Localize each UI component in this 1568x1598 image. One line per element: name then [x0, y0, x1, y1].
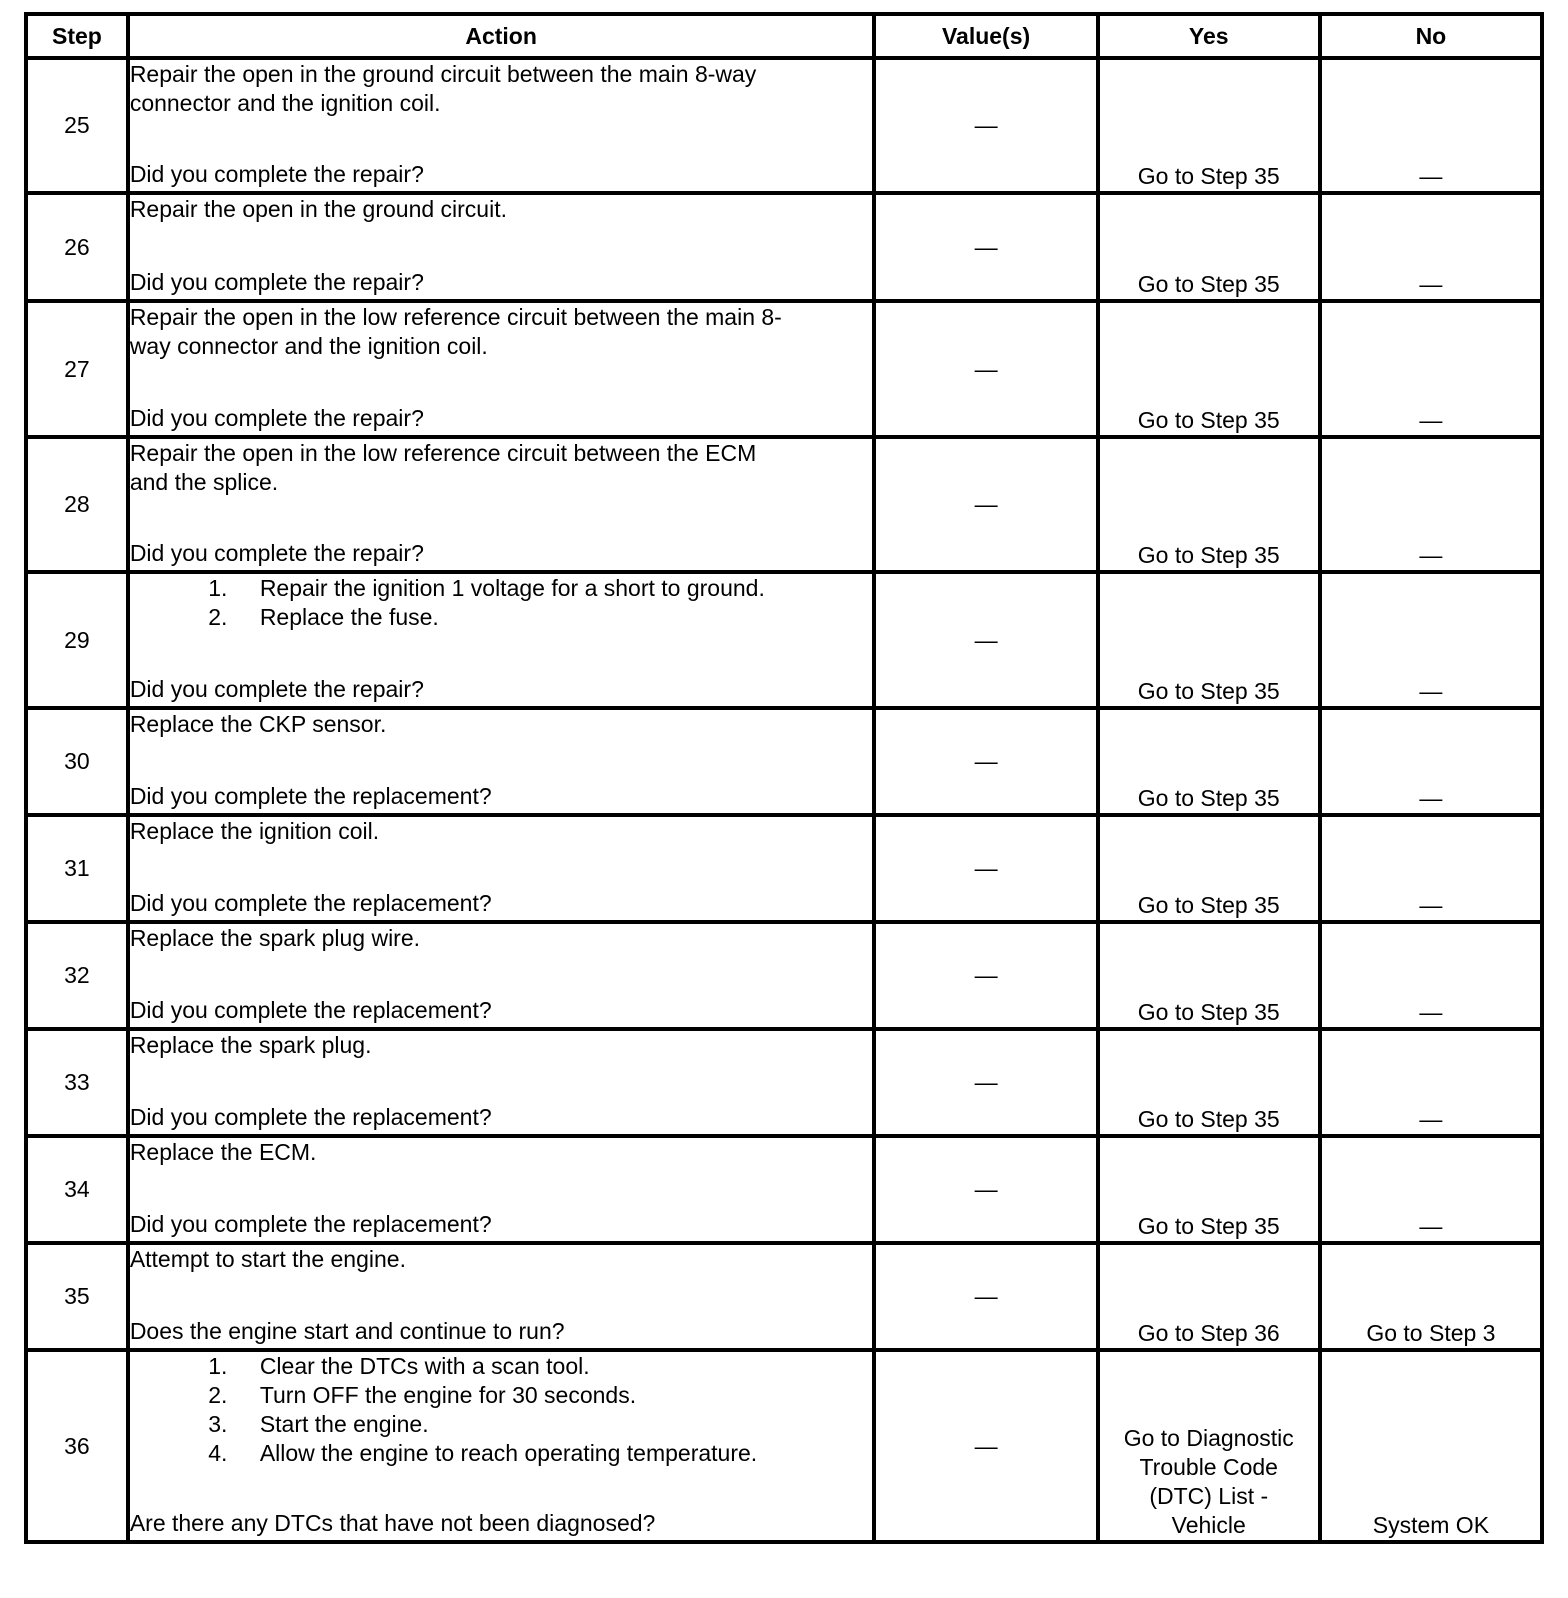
diagnostic-table [24, 12, 1544, 1544]
table-row [26, 708, 1542, 815]
header-no: No [1320, 14, 1542, 58]
action-cell [128, 1029, 875, 1136]
value-cell: — [874, 815, 1097, 922]
action-cell [128, 1350, 875, 1542]
action-cell [128, 58, 875, 193]
action-list-item: 3. Start the engine. [234, 1410, 873, 1439]
action-text: Repair the open in the ground circuit. [129, 196, 507, 222]
step-number: 35 [26, 1243, 128, 1350]
no-cell: — [1320, 1029, 1542, 1136]
yes-cell: Go to Step 36 [1098, 1243, 1320, 1350]
action-question: Did you complete the replacement? [129, 890, 492, 916]
action-question: Are there any DTCs that have not been diagnosed? [129, 1510, 656, 1536]
header-row [26, 14, 1542, 58]
action-cell [128, 193, 875, 301]
no-cell: — [1320, 922, 1542, 1029]
action-list-item: 2. Replace the fuse. [234, 603, 873, 632]
header-action: Action [128, 14, 875, 58]
header-step: Step [26, 14, 128, 58]
step-number: 30 [26, 708, 128, 815]
step-number: 31 [26, 815, 128, 922]
action-question: Did you complete the replacement? [129, 997, 492, 1023]
action-question: Did you complete the repair? [129, 540, 424, 566]
action-cell [128, 1243, 875, 1350]
action-list-item: 2. Turn OFF the engine for 30 seconds. [234, 1381, 873, 1410]
action-text: Attempt to start the engine. [129, 1246, 406, 1272]
action-cell [128, 922, 875, 1029]
yes-cell [1098, 1350, 1320, 1542]
action-question: Does the engine start and continue to run? [129, 1318, 565, 1344]
no-cell: — [1320, 437, 1542, 572]
action-text: Replace the spark plug. [129, 1032, 372, 1058]
yes-text: (DTC) List - [1149, 1483, 1269, 1509]
action-cell [128, 572, 875, 708]
yes-cell: Go to Step 35 [1098, 1029, 1320, 1136]
yes-cell: Go to Step 35 [1098, 1136, 1320, 1243]
action-cell [128, 708, 875, 815]
table-row [26, 1029, 1542, 1136]
action-question: Did you complete the replacement? [129, 1211, 492, 1237]
step-number: 29 [26, 572, 128, 708]
action-question: Did you complete the repair? [129, 405, 424, 431]
action-text: Replace the ignition coil. [129, 818, 380, 844]
step-number: 32 [26, 922, 128, 1029]
table-row [26, 1136, 1542, 1243]
yes-text: Go to Diagnostic [1123, 1425, 1294, 1451]
action-question: Did you complete the replacement? [129, 783, 492, 809]
action-question: Did you complete the repair? [129, 269, 424, 295]
yes-cell: Go to Step 35 [1098, 815, 1320, 922]
table-row [26, 301, 1542, 437]
no-cell: Go to Step 3 [1320, 1243, 1542, 1350]
table-row [26, 815, 1542, 922]
action-list-item: 1. Repair the ignition 1 voltage for a short to ground. [234, 574, 873, 603]
step-number: 33 [26, 1029, 128, 1136]
no-cell: System OK [1320, 1350, 1542, 1542]
table-row [26, 58, 1542, 193]
action-list-item: 1. Clear the DTCs with a scan tool. [234, 1352, 873, 1381]
action-question: Did you complete the repair? [129, 161, 424, 187]
table-row [26, 437, 1542, 572]
action-question: Did you complete the repair? [129, 676, 424, 702]
yes-text: Vehicle [1171, 1512, 1246, 1538]
table-row [26, 1350, 1542, 1542]
step-number: 34 [26, 1136, 128, 1243]
value-cell: — [874, 1243, 1097, 1350]
step-number: 25 [26, 58, 128, 193]
action-list-item: 4. Allow the engine to reach operating temperature. [234, 1439, 873, 1468]
table-row [26, 572, 1542, 708]
action-text: way connector and the ignition coil. [129, 333, 488, 359]
action-text: Replace the spark plug wire. [129, 925, 421, 951]
step-number: 27 [26, 301, 128, 437]
no-cell: — [1320, 193, 1542, 301]
value-cell: — [874, 193, 1097, 301]
action-list [130, 574, 873, 632]
yes-text: Trouble Code [1139, 1454, 1278, 1480]
action-cell [128, 1136, 875, 1243]
no-cell: — [1320, 572, 1542, 708]
table-row [26, 193, 1542, 301]
table-row [26, 1243, 1542, 1350]
action-cell [128, 815, 875, 922]
yes-cell: Go to Step 35 [1098, 58, 1320, 193]
value-cell: — [874, 1136, 1097, 1243]
no-cell: — [1320, 301, 1542, 437]
step-number: 36 [26, 1350, 128, 1542]
no-cell: — [1320, 815, 1542, 922]
header-yes: Yes [1098, 14, 1320, 58]
yes-cell: Go to Step 35 [1098, 301, 1320, 437]
action-text: Repair the open in the ground circuit between the main 8-way [129, 61, 757, 87]
value-cell: — [874, 1029, 1097, 1136]
no-cell: — [1320, 708, 1542, 815]
value-cell: — [874, 437, 1097, 572]
action-text: Repair the open in the low reference circuit between the ECM [129, 440, 757, 466]
action-text: Replace the CKP sensor. [129, 711, 387, 737]
step-number: 28 [26, 437, 128, 572]
action-text: connector and the ignition coil. [129, 90, 441, 116]
yes-cell: Go to Step 35 [1098, 572, 1320, 708]
value-cell: — [874, 708, 1097, 815]
yes-cell: Go to Step 35 [1098, 437, 1320, 572]
yes-cell: Go to Step 35 [1098, 193, 1320, 301]
value-cell: — [874, 301, 1097, 437]
no-cell: — [1320, 1136, 1542, 1243]
action-cell [128, 301, 875, 437]
action-cell [128, 437, 875, 572]
value-cell: — [874, 1350, 1097, 1542]
value-cell: — [874, 572, 1097, 708]
action-question: Did you complete the replacement? [129, 1104, 492, 1130]
yes-cell: Go to Step 35 [1098, 708, 1320, 815]
action-text: and the splice. [129, 469, 279, 495]
value-cell: — [874, 922, 1097, 1029]
table-row [26, 922, 1542, 1029]
step-number: 26 [26, 193, 128, 301]
action-text: Repair the open in the low reference circuit between the main 8- [129, 304, 782, 330]
header-values: Value(s) [874, 14, 1097, 58]
action-text: Replace the ECM. [129, 1139, 317, 1165]
yes-cell: Go to Step 35 [1098, 922, 1320, 1029]
value-cell: — [874, 58, 1097, 193]
no-cell: — [1320, 58, 1542, 193]
action-list [130, 1352, 873, 1468]
